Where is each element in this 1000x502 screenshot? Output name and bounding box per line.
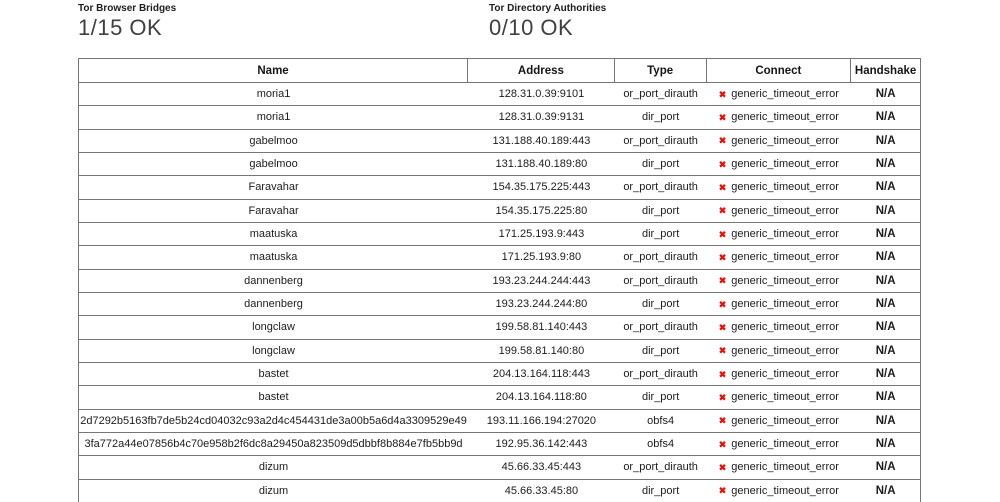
row-connect	[707, 270, 852, 292]
connect-status-text: generic_timeout_error	[731, 438, 839, 451]
row-connect	[707, 246, 852, 268]
stat-tor-directory-authorities	[489, 3, 606, 41]
stat-label: Tor Directory Authorities	[489, 3, 607, 14]
row-address: 199.58.81.140:443	[495, 321, 588, 334]
column-header-type: Type	[615, 59, 707, 82]
table-row	[79, 292, 920, 315]
row-type: or_port_dirauth	[623, 274, 698, 287]
row-name: moria1	[256, 111, 291, 124]
connect-status-text: generic_timeout_error	[731, 134, 839, 147]
row-address: 128.31.0.39:9131	[498, 111, 585, 124]
row-handshake: N/A	[875, 274, 896, 287]
row-connect	[707, 456, 852, 478]
error-x-icon: ✖	[718, 369, 727, 380]
row-connect	[707, 106, 852, 128]
row-type: or_port_dirauth	[623, 134, 698, 147]
row-type: dir_port	[641, 111, 680, 124]
error-x-icon: ✖	[718, 462, 727, 473]
row-address: 192.95.36.142:443	[495, 438, 588, 451]
row-name: moria1	[256, 88, 291, 101]
column-header-name: Name	[79, 59, 468, 82]
column-header-handshake: Handshake	[854, 64, 917, 77]
table-row	[79, 409, 920, 432]
row-address: 193.23.244.244:80	[495, 298, 588, 311]
row-handshake: N/A	[875, 321, 896, 334]
table-row	[79, 339, 920, 362]
table-row	[79, 315, 920, 338]
error-x-icon: ✖	[718, 229, 727, 240]
row-address: 128.31.0.39:9101	[498, 88, 585, 101]
connect-status-text: generic_timeout_error	[731, 251, 839, 264]
connect-status-text: generic_timeout_error	[731, 321, 839, 334]
error-x-icon: ✖	[718, 485, 727, 496]
table-row	[79, 455, 920, 478]
table-row	[79, 269, 920, 292]
table-body	[79, 82, 920, 502]
error-x-icon: ✖	[718, 252, 727, 263]
row-address: 45.66.33.45:443	[501, 461, 582, 474]
table-row	[79, 245, 920, 268]
row-connect	[707, 316, 852, 338]
error-x-icon: ✖	[718, 205, 727, 216]
connect-status-text: generic_timeout_error	[731, 181, 839, 194]
row-address: 131.188.40.189:443	[492, 134, 591, 147]
row-handshake: N/A	[875, 414, 896, 427]
row-address: 131.188.40.189:80	[495, 158, 588, 171]
row-type: or_port_dirauth	[623, 88, 698, 101]
connect-status-text: generic_timeout_error	[731, 414, 839, 427]
stat-value: 0/10 OK	[489, 15, 574, 40]
row-connect	[707, 153, 852, 175]
row-name: longclaw	[252, 344, 295, 357]
row-name: bastet	[258, 368, 289, 381]
connect-status-text: generic_timeout_error	[731, 368, 839, 381]
row-name: bastet	[258, 391, 289, 404]
error-x-icon: ✖	[718, 345, 727, 356]
connect-status-text: generic_timeout_error	[731, 228, 839, 241]
row-name: gabelmoo	[249, 134, 298, 147]
row-address: 171.25.193.9:80	[501, 251, 582, 264]
row-connect	[707, 410, 852, 432]
error-x-icon: ✖	[718, 439, 727, 450]
row-name: dannenberg	[244, 274, 303, 287]
row-type: obfs4	[647, 414, 675, 427]
row-handshake: N/A	[875, 391, 896, 404]
row-name: gabelmoo	[249, 158, 298, 171]
row-address: 154.35.175.225:80	[495, 204, 588, 217]
row-handshake: N/A	[875, 438, 896, 451]
table-row	[79, 199, 920, 222]
row-connect	[707, 363, 852, 385]
error-x-icon: ✖	[718, 182, 727, 193]
row-connect	[707, 480, 852, 502]
table-row	[79, 222, 920, 245]
table-row	[79, 152, 920, 175]
row-name: maatuska	[249, 228, 298, 241]
table-row	[79, 479, 920, 502]
row-type: dir_port	[641, 391, 680, 404]
row-type: or_port_dirauth	[623, 321, 698, 334]
row-handshake: N/A	[875, 158, 896, 171]
row-connect	[707, 130, 852, 152]
error-x-icon: ✖	[718, 275, 727, 286]
row-handshake: N/A	[875, 298, 896, 311]
connect-status-text: generic_timeout_error	[731, 158, 839, 171]
table-header-row	[79, 59, 920, 82]
row-type: dir_port	[641, 344, 680, 357]
row-handshake: N/A	[875, 484, 896, 497]
row-address: 193.23.244.244:443	[492, 274, 591, 287]
row-type: dir_port	[641, 228, 680, 241]
row-handshake: N/A	[875, 461, 896, 474]
table-row	[79, 175, 920, 198]
connect-status-text: generic_timeout_error	[731, 204, 839, 217]
row-handshake: N/A	[875, 88, 896, 101]
row-address: 171.25.193.9:443	[498, 228, 585, 241]
row-address: 204.13.164.118:80	[495, 391, 587, 404]
error-x-icon: ✖	[718, 415, 727, 426]
row-handshake: N/A	[875, 181, 896, 194]
row-address: 199.58.81.140:80	[498, 344, 585, 357]
row-handshake: N/A	[875, 344, 896, 357]
row-address: 204.13.164.118:443	[492, 368, 590, 381]
table-row	[79, 82, 920, 105]
row-type: dir_port	[641, 204, 680, 217]
table-row	[79, 385, 920, 408]
row-type: obfs4	[647, 438, 675, 451]
row-type: or_port_dirauth	[623, 251, 698, 264]
row-connect	[707, 223, 852, 245]
connect-status-text: generic_timeout_error	[731, 484, 839, 497]
row-name: Faravahar	[248, 181, 299, 194]
row-handshake: N/A	[875, 368, 896, 381]
table-row	[79, 105, 920, 128]
row-handshake: N/A	[875, 134, 896, 147]
row-handshake: N/A	[875, 228, 896, 241]
row-type: or_port_dirauth	[623, 461, 698, 474]
error-x-icon: ✖	[718, 299, 727, 310]
row-name: maatuska	[249, 251, 298, 264]
table-row	[79, 432, 920, 455]
row-name: 3fa772a44e07856b4c70e958b2f6dc8a29450a823509d5dbbf8b884e7fb5bb9d	[84, 438, 463, 451]
column-header-address: Address	[468, 59, 615, 82]
table-row	[79, 362, 920, 385]
error-x-icon: ✖	[718, 135, 727, 146]
row-name: dannenberg	[244, 298, 303, 311]
row-type: dir_port	[641, 298, 680, 311]
row-connect	[707, 200, 852, 222]
row-name: 2d7292b5163fb7de5b24cd04032c93a2d4c454431de3a00b5a6d4a3309529e49	[80, 414, 467, 427]
row-handshake: N/A	[875, 204, 896, 217]
row-handshake: N/A	[875, 111, 896, 124]
row-address: 45.66.33.45:80	[504, 484, 579, 497]
error-x-icon: ✖	[718, 89, 727, 100]
row-address: 154.35.175.225:443	[492, 181, 591, 194]
connect-status-text: generic_timeout_error	[731, 298, 839, 311]
row-type: dir_port	[641, 158, 680, 171]
connect-status-text: generic_timeout_error	[731, 344, 839, 357]
error-x-icon: ✖	[718, 159, 727, 170]
row-connect	[707, 83, 852, 105]
table-row	[79, 129, 920, 152]
row-connect	[707, 433, 852, 455]
stat-value: 1/15 OK	[78, 15, 163, 40]
connect-status-text: generic_timeout_error	[731, 111, 839, 124]
row-name: dizum	[258, 461, 289, 474]
row-type: or_port_dirauth	[623, 181, 698, 194]
row-type: dir_port	[641, 484, 680, 497]
column-header-connect: Connect	[707, 59, 852, 82]
row-handshake: N/A	[875, 251, 896, 264]
row-type: or_port_dirauth	[623, 368, 698, 381]
row-connect	[707, 386, 852, 408]
row-name: dizum	[258, 484, 289, 497]
row-connect	[707, 340, 852, 362]
row-name: Faravahar	[248, 204, 299, 217]
connect-status-text: generic_timeout_error	[731, 461, 839, 474]
connect-status-text: generic_timeout_error	[731, 88, 839, 101]
error-x-icon: ✖	[718, 112, 727, 123]
stat-label: Tor Browser Bridges	[78, 3, 177, 14]
connect-status-text: generic_timeout_error	[731, 274, 839, 287]
error-x-icon: ✖	[718, 322, 727, 333]
error-x-icon: ✖	[718, 392, 727, 403]
row-address: 193.11.166.194:27020	[486, 414, 597, 427]
connect-status-text: generic_timeout_error	[731, 391, 839, 404]
row-connect	[707, 293, 852, 315]
relay-status-table	[78, 58, 921, 502]
stat-tor-browser-bridges	[78, 3, 176, 41]
row-connect	[707, 176, 852, 198]
row-name: longclaw	[252, 321, 295, 334]
